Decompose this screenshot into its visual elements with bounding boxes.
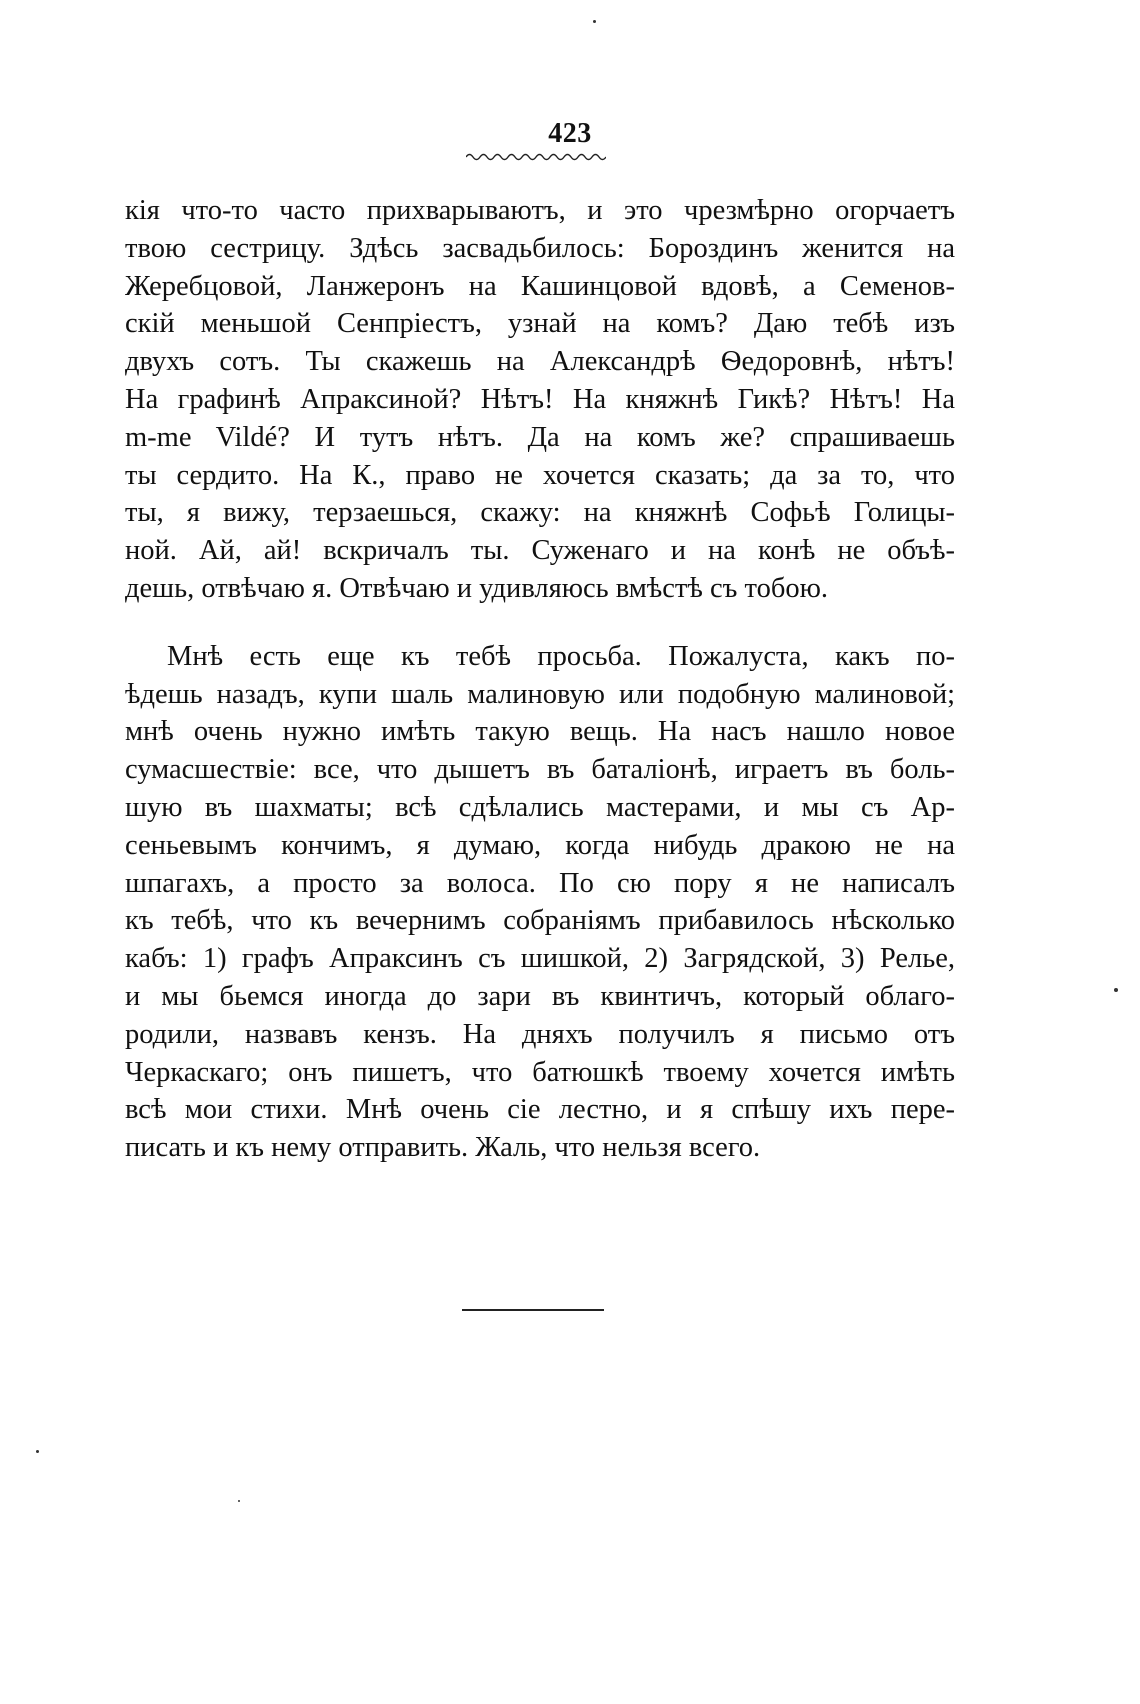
scan-speck	[36, 1450, 39, 1453]
text-line: ѣдешь назадъ, купи шаль малиновую или подобную малиновой;	[125, 678, 955, 710]
text-line: шпагахъ, а просто за волоса. По сю пору я не написалъ	[125, 867, 955, 899]
end-rule-divider	[462, 1309, 604, 1311]
text-line-content: Мнѣ есть еще къ тебѣ просьба. Пожалуста, какъ по-	[167, 640, 955, 672]
text-line: шую въ шахматы; всѣ сдѣлались мастерами, и мы съ Ар-	[125, 791, 955, 823]
paragraph-1	[125, 192, 955, 608]
text-line: сумасшествіе: все, что дышетъ въ баталіонѣ, играетъ въ боль-	[125, 754, 955, 786]
text-line: твою сестрицу. Здѣсь засвадьбилось: Бороздинъ женится на	[125, 232, 955, 264]
text-line: дешь, отвѣчаю я. Отвѣчаю и удивляюсь вмѣстѣ съ тобою.	[125, 572, 828, 604]
text-line: кабъ: 1) графъ Апраксинъ съ шишкой, 2) Загрядской, 3) Релье,	[125, 943, 955, 975]
text-line: и мы бьемся иногда до зари въ квинтичъ, который облаго-	[125, 980, 955, 1012]
text-line-first	[125, 638, 955, 676]
text-line: двухъ сотъ. Ты скажешь на Александрѣ Ѳедоровнѣ, нѣтъ!	[125, 346, 955, 378]
text-line: сеньевымъ кончимъ, я думаю, когда нибудь дракою не на	[125, 829, 955, 861]
text-line: Жеребцовой, Ланжеронъ на Кашинцовой вдовѣ, а Семенов-	[125, 270, 955, 302]
scan-speck	[238, 1500, 240, 1502]
text-line: Черкаскаго; онъ пишетъ, что батюшкѣ твоему хочется имѣть	[125, 1056, 955, 1088]
paragraph-2	[125, 638, 955, 1167]
scan-speck	[1114, 988, 1118, 992]
text-line: m-me Vildé? И тутъ нѣтъ. Да на комъ же? спрашиваешь	[125, 421, 955, 453]
text-line: всѣ мои стихи. Мнѣ очень сіе лестно, и я спѣшу ихъ пере-	[125, 1094, 955, 1126]
page-number: 423	[548, 118, 592, 149]
text-line: родили, назвавъ кензъ. На дняхъ получилъ я письмо отъ	[125, 1018, 955, 1050]
paragraph-gap	[125, 608, 955, 638]
text-line: мнѣ очень нужно имѣть такую вещь. На насъ нашло новое	[125, 716, 955, 748]
text-line: къ тебѣ, что къ вечернимъ собраніямъ прибавилось нѣсколько	[125, 905, 955, 937]
text-line: ты сердито. На К., право не хочется сказать; да за то, что	[125, 459, 955, 491]
text-line: писать и къ нему отправить. Жаль, что нельзя всего.	[125, 1132, 761, 1164]
text-line: ты, я вижу, терзаешься, скажу: на княжнѣ Софьѣ Голицы-	[125, 497, 955, 529]
text-line: ной. Ай, ай! вскричалъ ты. Суженаго и на конѣ не объѣ-	[125, 535, 955, 567]
wavy-ornament-icon	[466, 152, 606, 162]
text-line: кія что-то часто прихварываютъ, и это чрезмѣрно огорчаетъ	[125, 195, 955, 226]
body-text	[125, 192, 955, 1167]
scan-speck	[593, 20, 596, 23]
text-line: скій меньшой Сенпріестъ, узнай на комъ? Даю тебѣ изъ	[125, 308, 955, 340]
text-line: На графинѣ Апраксиной? Нѣтъ! На княжнѣ Гикѣ? Нѣтъ! На	[125, 383, 955, 415]
